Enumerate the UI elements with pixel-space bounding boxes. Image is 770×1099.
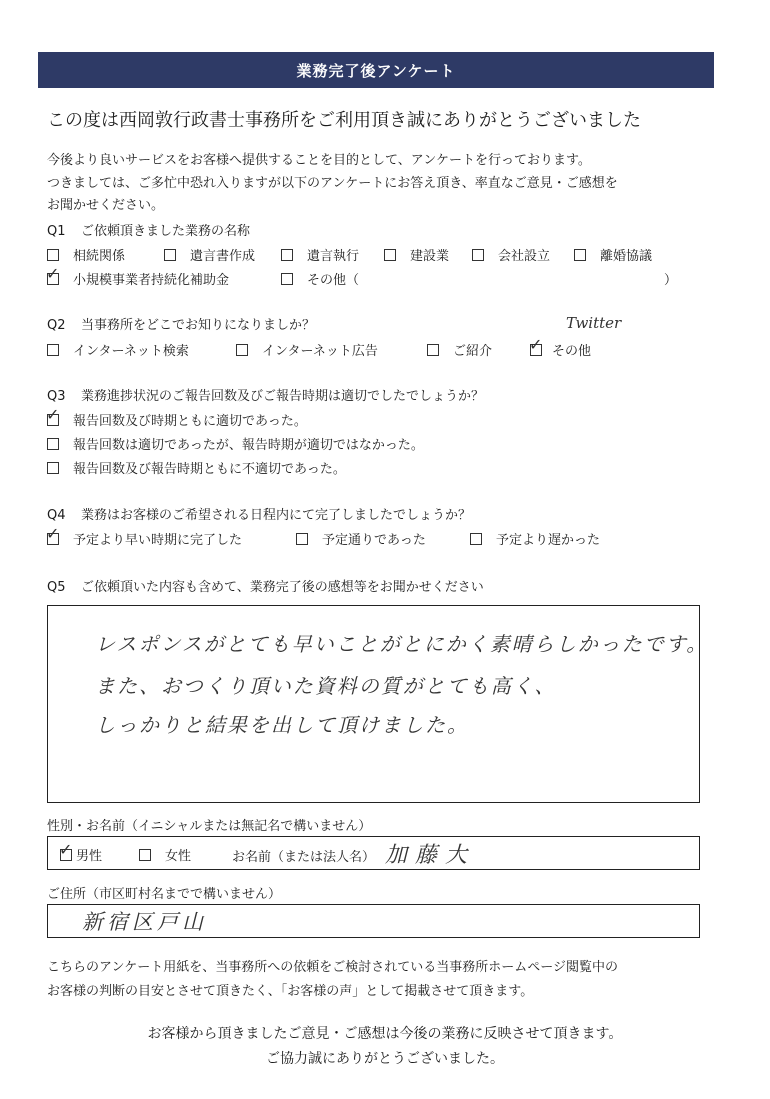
closing-line-2: ご協力誠にありがとうございました。	[266, 1051, 504, 1067]
q5-heading	[47, 576, 484, 595]
q3-text: 業務進捗状況のご報告回数及びご報告時期は適切でしたでしょうか？	[81, 389, 485, 404]
q4-option-late[interactable]: 予定より遅かった	[470, 529, 600, 548]
q4-option-on-schedule[interactable]: 予定通りであった	[296, 529, 426, 548]
check-mark-icon: ✓	[46, 404, 60, 424]
q2-heading	[47, 314, 315, 333]
intro-line-1: 今後より良いサービスをお客様へ提供することを目的として、アンケートを行っております。	[47, 153, 591, 168]
q2-option-web-ad[interactable]: インターネット広告	[236, 340, 378, 359]
checkbox[interactable]	[427, 344, 439, 356]
survey-title-banner	[38, 52, 714, 88]
footer-note-line-2: お客様の判断の目安とさせて頂きたく、「お客様の声」として掲載させて頂きます。	[47, 984, 534, 999]
check-mark-icon: ✓	[46, 263, 60, 283]
checkbox-checked[interactable]	[529, 334, 543, 356]
q1-option-divorce[interactable]: 離婚協議	[574, 245, 652, 264]
q5-number: Q5	[47, 580, 66, 595]
q3-number: Q3	[47, 389, 66, 404]
q1-option-construction[interactable]: 建設業	[384, 245, 449, 264]
q3-option-timing-off[interactable]: 報告回数は適切であったが、報告時期が適切ではなかった。	[47, 434, 424, 453]
thank-you-heading: この度は西岡敦行政書士事務所をご利用頂き誠にありがとうございました	[47, 110, 641, 131]
q2-option-other[interactable]: ✓ その他	[529, 334, 592, 359]
checkbox[interactable]	[47, 249, 59, 261]
checkbox-checked[interactable]	[46, 263, 60, 285]
q2-option-web-search[interactable]: インターネット検索	[47, 340, 189, 359]
q4-option-early[interactable]: ✓ 予定より早い時期に完了した	[46, 523, 243, 548]
address-field-value: 新宿区戸山	[82, 910, 207, 934]
q1-option-will-writing[interactable]: 遺言書作成	[164, 245, 255, 264]
gender-option-male[interactable]: ✓ 男性	[59, 839, 103, 864]
intro-line-2: つきましては、ご多忙中恐れ入りますが以下のアンケートにお答え頂き、率直なご意見・ご感想を	[47, 176, 618, 191]
name-field-value: 加藤大	[385, 843, 476, 868]
q2-option-referral[interactable]: ご紹介	[427, 340, 492, 359]
checkbox[interactable]	[47, 438, 59, 450]
checkbox-checked[interactable]	[46, 523, 60, 545]
checkbox[interactable]	[236, 344, 248, 356]
q1-option-subsidy[interactable]: ✓ 小規模事業者持続化補助金	[46, 263, 230, 288]
q1-number: Q1	[47, 224, 66, 239]
q1-heading	[47, 220, 250, 239]
checkbox[interactable]	[384, 249, 396, 261]
q1-option-will-execution[interactable]: 遺言執行	[281, 245, 359, 264]
q1-option-other[interactable]: その他（	[281, 269, 359, 288]
checkbox[interactable]	[139, 849, 151, 861]
q2-number: Q2	[47, 318, 66, 333]
checkbox[interactable]	[47, 344, 59, 356]
q1-option-inheritance[interactable]: 相続関係	[47, 245, 125, 264]
q5-comment-line-3: しっかりと結果を出して頂けました。	[95, 713, 469, 737]
q1-option-company-setup[interactable]: 会社設立	[472, 245, 550, 264]
checkbox[interactable]	[281, 273, 293, 285]
closing-line-1: お客様から頂きましたご意見・ご感想は今後の業務に反映させて頂きます。	[147, 1026, 623, 1042]
q4-number: Q4	[47, 508, 66, 523]
q5-comment-line-1: レスポンスがとても早いことがとにかく素晴らしかったです。	[95, 632, 709, 656]
q2-text: 当事務所をどこでお知りになりましか？	[81, 318, 316, 333]
q4-heading	[47, 504, 471, 523]
check-mark-icon: ✓	[46, 523, 60, 543]
q3-option-appropriate[interactable]: ✓ 報告回数及び時期ともに適切であった。	[46, 404, 307, 429]
q1-other-close-paren: ）	[664, 273, 678, 288]
survey-title: 業務完了後アンケート	[296, 61, 456, 80]
checkbox[interactable]	[164, 249, 176, 261]
checkbox[interactable]	[47, 462, 59, 474]
q1-text: ご依頼頂きました業務の名称	[81, 224, 251, 239]
footer-note-line-1: こちらのアンケート用紙を、当事務所への依頼をご検討されている当事務所ホームページ閲覧中の	[47, 960, 618, 975]
q2-handwritten-other: Twitter	[566, 314, 622, 332]
name-section-label: 性別・お名前（イニシャルまたは無記名で構いません）	[47, 819, 372, 834]
q5-comment-line-2: また、おつくり頂いた資料の質がとても高く、	[95, 674, 557, 698]
checkbox[interactable]	[472, 249, 484, 261]
q3-heading	[47, 385, 484, 404]
checkbox[interactable]	[470, 533, 482, 545]
checkbox-checked[interactable]	[59, 839, 73, 861]
q3-option-inappropriate[interactable]: 報告回数及び報告時期ともに不適切であった。	[47, 458, 346, 477]
q5-text: ご依頼頂いた内容も含めて、業務完了後の感想等をお聞かせください	[81, 580, 484, 595]
address-section-label: ご住所（市区町村名までで構いません）	[47, 887, 282, 902]
intro-line-3: お聞かせください。	[47, 198, 165, 213]
check-mark-icon: ✓	[59, 839, 73, 859]
check-mark-icon: ✓	[529, 334, 543, 354]
checkbox-checked[interactable]	[46, 404, 60, 426]
q4-text: 業務はお客様のご希望される日程内にて完了しましたでしょうか？	[81, 508, 472, 523]
checkbox[interactable]	[574, 249, 586, 261]
checkbox[interactable]	[296, 533, 308, 545]
name-field-label: お名前（または法人名）	[232, 850, 376, 865]
checkbox[interactable]	[281, 249, 293, 261]
gender-option-female[interactable]: 女性	[139, 845, 191, 864]
